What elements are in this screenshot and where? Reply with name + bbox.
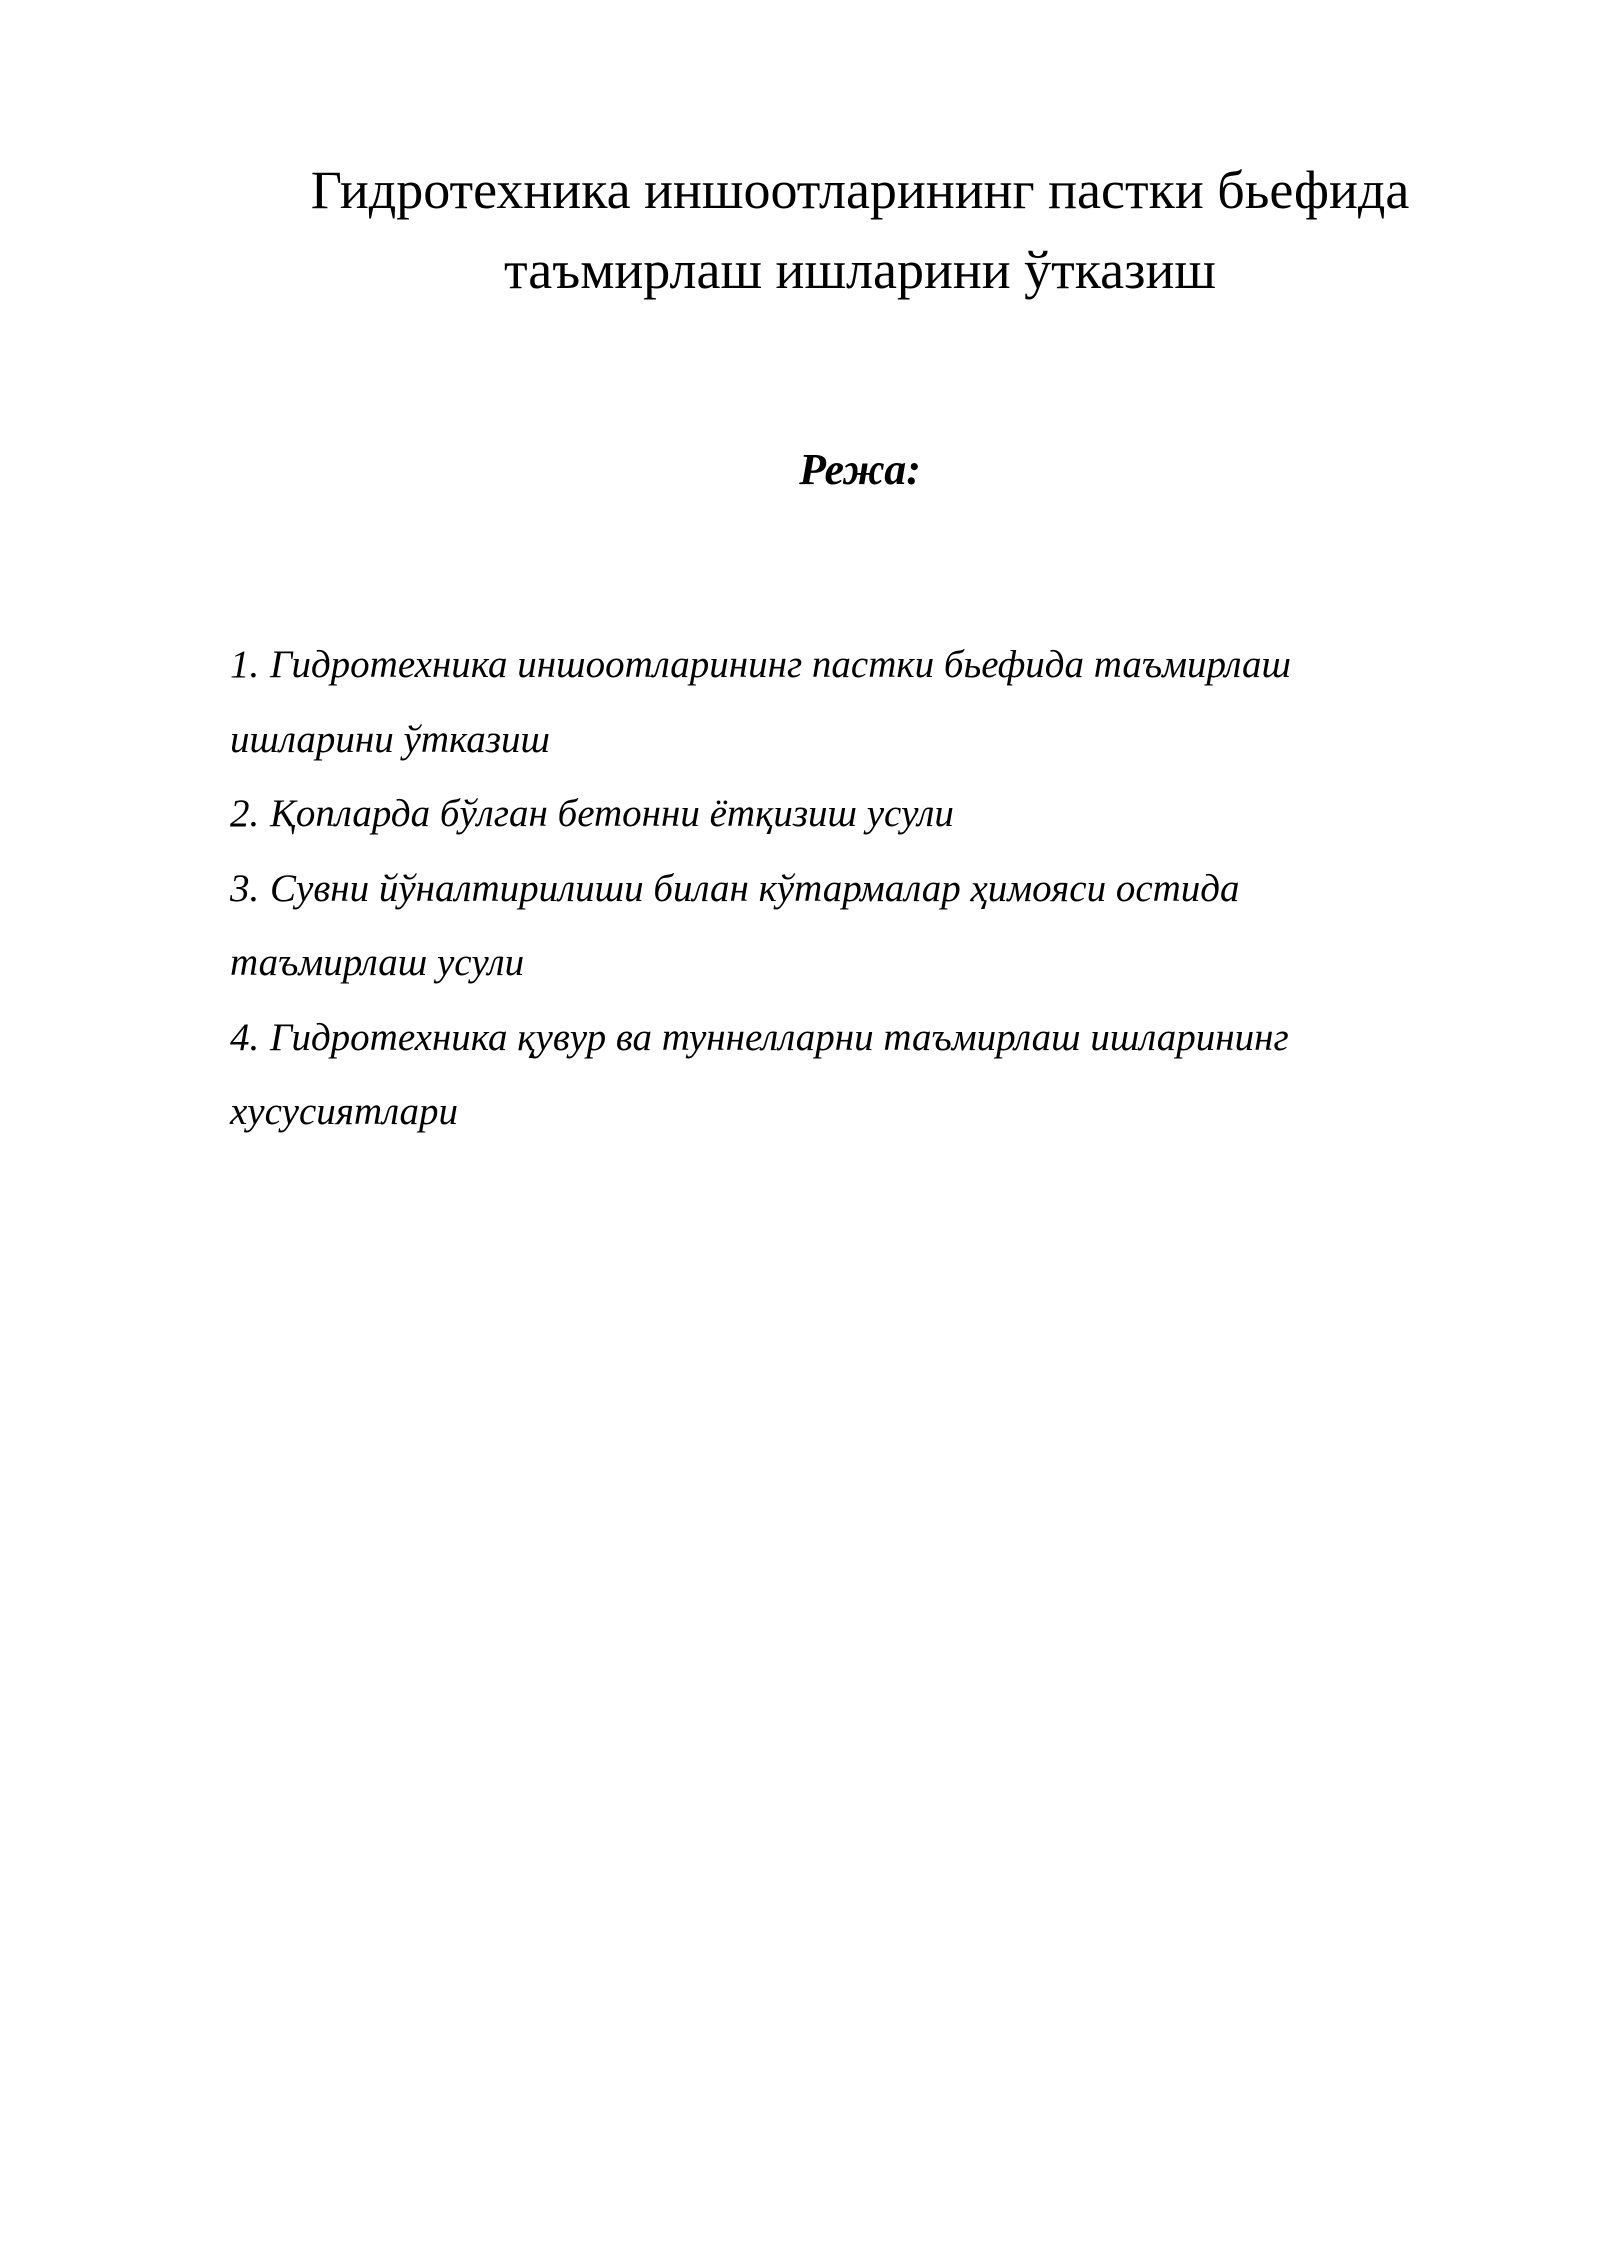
plan-item	[230, 777, 1410, 852]
plan-list	[230, 628, 1410, 1150]
plan-heading: Режа:	[799, 445, 921, 494]
plan-item	[230, 628, 1410, 777]
document-title	[230, 150, 1490, 310]
plan-item-number: 1.	[230, 643, 260, 686]
plan-item	[230, 852, 1410, 1001]
plan-item-text: Гидротехника иншоотларининг пастки бьефида таъмирлаш ишларини ўтказиш	[230, 643, 1291, 761]
plan-item	[230, 1001, 1410, 1150]
plan-item-text: Сувни йўналтирилиши билан кўтармалар ҳимояси остида таъмирлаш усули	[230, 866, 1240, 984]
plan-item-number: 3.	[230, 866, 260, 910]
plan-item-text: Қопларда бўлган бетонни ётқизиш усули	[270, 792, 954, 835]
plan-item-text: Гидротехника қувур ва туннелларни таъмирлаш ишларининг хусусиятлари	[230, 1015, 1289, 1133]
title-line-1: Гидротехника иншоотларининг пастки бьефида	[310, 160, 1410, 220]
plan-item-number: 2.	[230, 792, 260, 835]
title-line-2: таъмирлаш ишларини ўтказиш	[504, 240, 1216, 300]
plan-item-number: 4.	[230, 1015, 260, 1059]
